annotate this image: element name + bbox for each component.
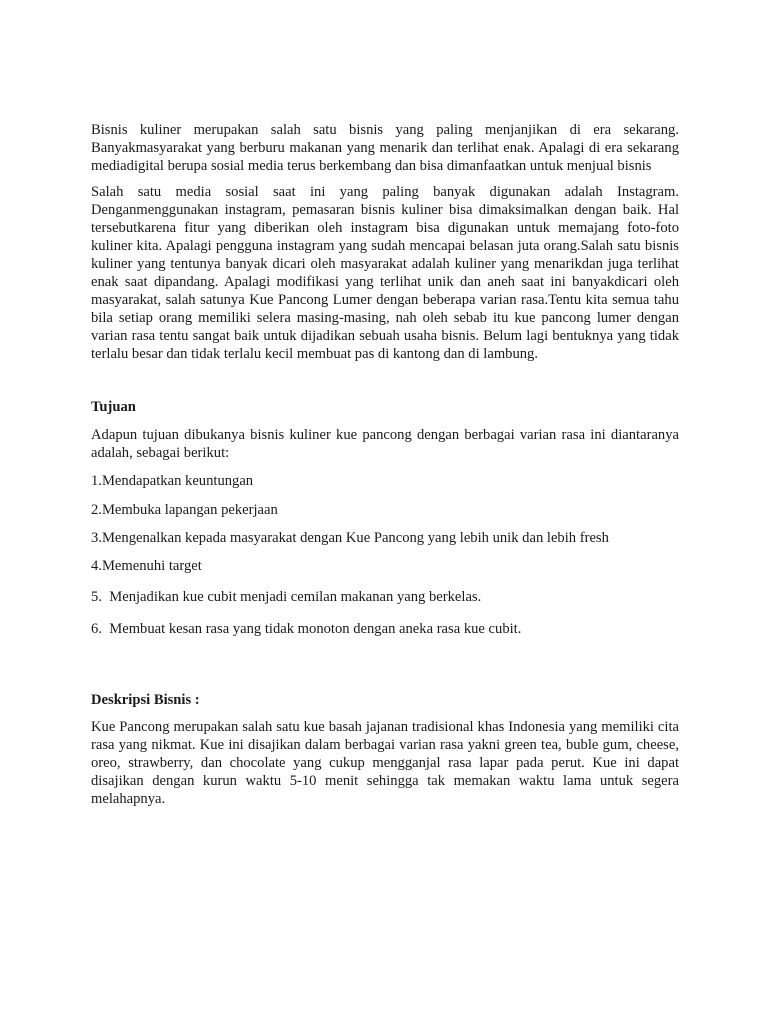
tujuan-list-item: 6. Membuat kesan rasa yang tidak monoton dengan aneka rasa kue cubit. xyxy=(91,621,522,637)
tujuan-list-item: 5. Menjadikan kue cubit menjadi cemilan makanan yang berkelas. xyxy=(91,589,482,605)
tujuan-list-item: 3.Mengenalkan kepada masyarakat dengan Kue Pancong yang lebih unik dan lebih fresh xyxy=(91,530,609,546)
intro-paragraph-2: Salah satu media sosial saat ini yang paling banyak digunakan adalah Instagram. Denganmenggunakan instagram, pemasaran bisnis kuliner bisa dimaksimalkan dengan baik. Hal tersebutkarena fitur yang diberikan oleh instagram bisa digunakan untuk memajang foto-foto kuliner kita. Apalagi pengguna instagram yang sudah mencapai belasan juta orang.Salah satu bisnis kuliner yang tentunya banyak dicari oleh masyarakat adalah kuliner yang menarikdan juga terlihat enak saat dipandang. Apalagi modifikasi yang terlihat unik dan aneh saat ini banyakdicari oleh masyarakat, salah satunya Kue Pancong Lumer dengan beberapa varian rasa.Tentu kita semua tahu bila setiap orang memiliki selera masing-masing, nah oleh sebab itu kue pancong lumer dengan varian rasa tentu sangat baik untuk dijadikan sebuah usaha bisnis. Belum lagi bentuknya yang tidak terlalu besar dan tidak terlalu kecil membuat pas di kantong dan di lambung. xyxy=(91,184,679,362)
tujuan-list-item: 1.Mendapatkan keuntungan xyxy=(91,473,254,489)
document-page xyxy=(91,121,679,808)
tujuan-list-item: 2.Membuka lapangan pekerjaan xyxy=(91,502,278,518)
deskripsi-heading: Deskripsi Bisnis : xyxy=(91,692,200,708)
tujuan-heading: Tujuan xyxy=(91,399,136,415)
intro-paragraph-1: Bisnis kuliner merupakan salah satu bisnis yang paling menjanjikan di era sekarang. Banyakmasyarakat yang berburu makanan yang menarik dan terlihat enak. Apalagi di era sekarang mediadigital berupa sosial media terus berkembang dan bisa dimanfaatkan untuk menjual bisnis xyxy=(91,122,679,174)
deskripsi-paragraph: Kue Pancong merupakan salah satu kue basah jajanan tradisional khas Indonesia yang memiliki cita rasa yang nikmat. Kue ini disajikan dalam berbagai varian rasa yakni green tea, buble gum, cheese, oreo, strawberry, dan chocolate yang cukup mengganjal rasa lapar pada perut. Kue ini dapat disajikan dengan kurun waktu 5-10 menit sehingga tak memakan waktu lama untuk segera melahapnya. xyxy=(91,719,679,807)
tujuan-intro: Adapun tujuan dibukanya bisnis kuliner kue pancong dengan berbagai varian rasa ini diantaranya adalah, sebagai berikut: xyxy=(91,427,679,461)
tujuan-list-item: 4.Memenuhi target xyxy=(91,558,202,574)
